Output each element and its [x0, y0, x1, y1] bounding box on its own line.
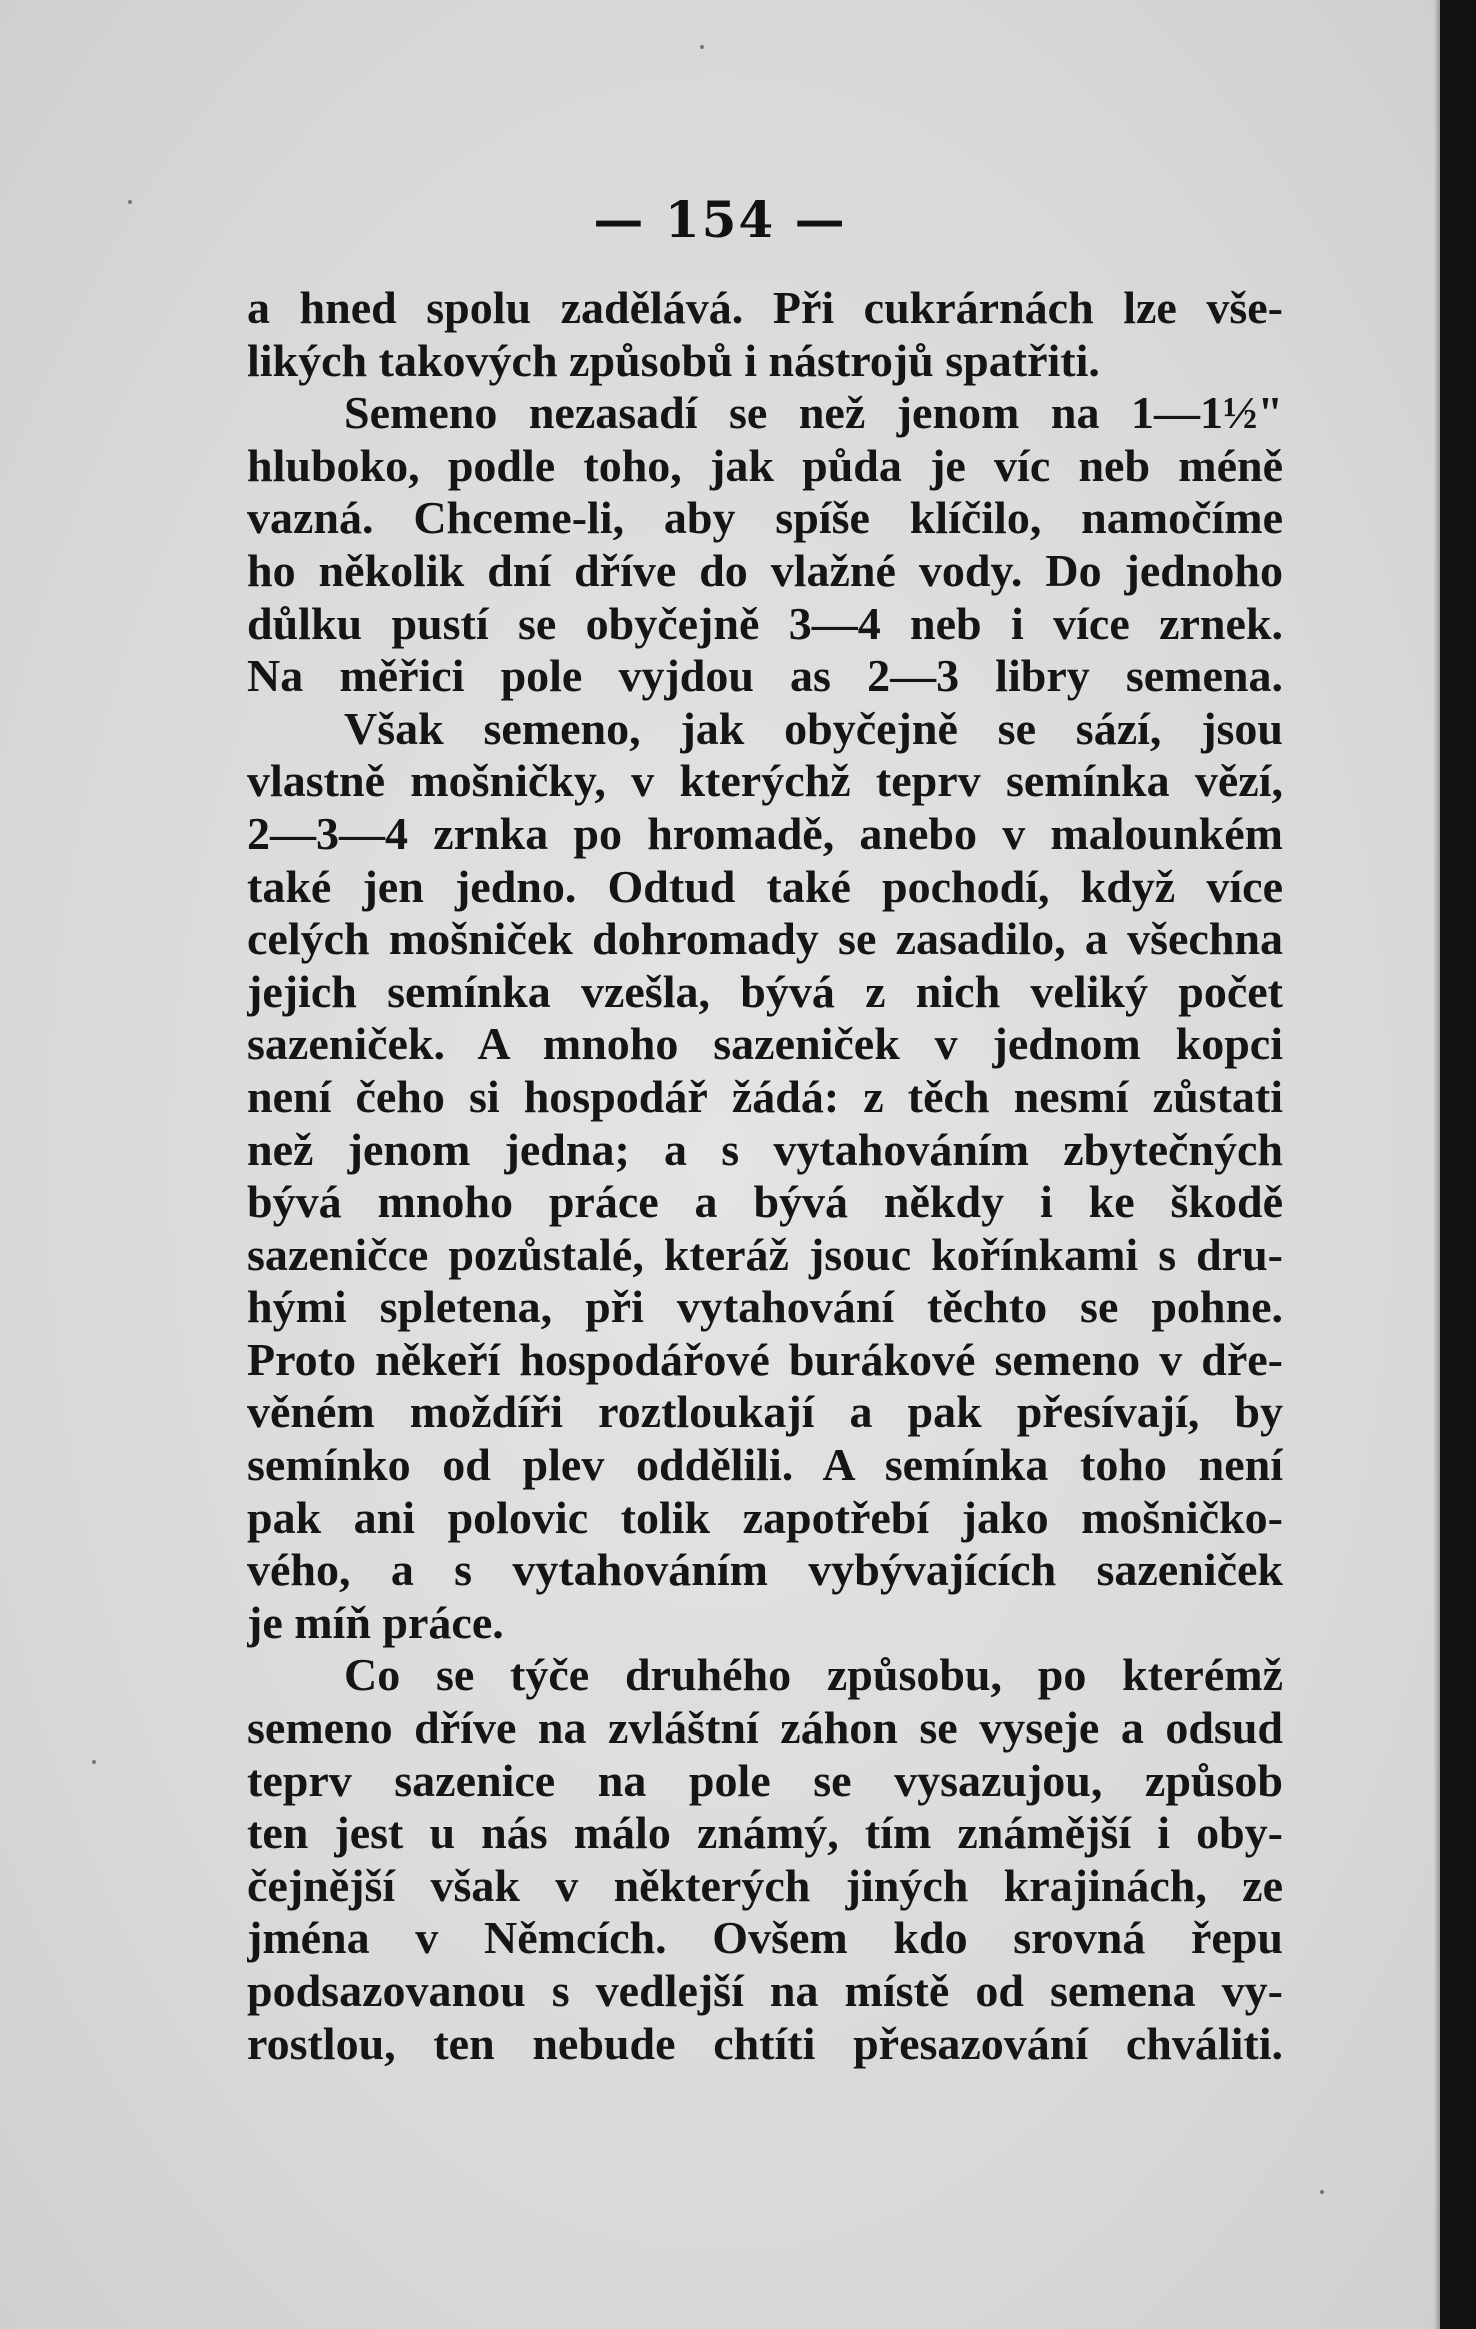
text-line: vlastně mošničky, v kterýchž teprv semínka vězí,	[247, 755, 1283, 807]
text-line: rostlou, ten nebude chtíti přesazování chváliti.	[247, 2017, 1283, 2069]
text-line: je míň práce.	[247, 1596, 504, 1648]
text-line: Však semeno, jak obyčejně se sází, jsou	[344, 702, 1283, 754]
page-number-header: — 154 —	[593, 190, 847, 249]
text-line: teprv sazenice na pole se vysazujou, způsob	[247, 1754, 1283, 1806]
text-line: a hned spolu zadělává. Při cukrárnách lze vše-	[247, 282, 1283, 333]
text-line: ho několik dní dříve do vlažné vody. Do jednoho	[247, 544, 1283, 596]
text-line: vého, a s vytahováním vybývajících sazeniček	[247, 1544, 1283, 1596]
text-line: Co se týče druhého způsobu, po kterémž	[344, 1649, 1283, 1701]
text-line: než jenom jedna; a s vytahováním zbytečných	[247, 1123, 1283, 1175]
scan-border	[1440, 0, 1476, 2329]
text-line: jména v Němcích. Ovšem kdo srovná řepu	[247, 1912, 1283, 1964]
text-line: jejich semínka vzešla, bývá z nich veliký počet	[247, 965, 1283, 1017]
paper-speck	[128, 200, 132, 204]
text-line: vazná. Chceme-li, aby spíše klíčilo, namočíme	[247, 492, 1283, 544]
text-line: také jen jedno. Odtud také pochodí, když více	[247, 860, 1283, 912]
text-line: ten jest u nás málo známý, tím známější i oby-	[247, 1807, 1283, 1859]
text-line: sazeniček. A mnoho sazeniček v jednom kopci	[247, 1018, 1283, 1070]
text-line: likých takových způsobů i nástrojů spatřiti.	[247, 334, 1100, 386]
text-line: Semeno nezasadí se než jenom na 1—1½"	[344, 387, 1283, 439]
paper-speck	[92, 1760, 96, 1764]
text-line: není čeho si hospodář žádá: z těch nesmí zůstati	[247, 1070, 1283, 1122]
text-line: 2—3—4 zrnka po hromadě, anebo v malounkém	[247, 807, 1283, 859]
text-line: sazeničce pozůstalé, kteráž jsouc kořínkami s dru-	[247, 1228, 1283, 1280]
text-line: pak ani polovic tolik zapotřebí jako mošničko-	[247, 1491, 1283, 1543]
text-line: semeno dříve na zvláštní záhon se vyseje a odsud	[247, 1702, 1283, 1754]
page-body-text	[247, 282, 1283, 2070]
text-line: čejnější však v některých jiných krajinách, ze	[247, 1859, 1283, 1911]
text-line: bývá mnoho práce a bývá někdy i ke škodě	[247, 1176, 1283, 1228]
text-line: důlku pustí se obyčejně 3—4 neb i více zrnek.	[247, 597, 1283, 649]
text-line: hluboko, podle toho, jak půda je víc neb méně	[247, 439, 1283, 491]
text-line: hými spletena, při vytahování těchto se pohne.	[247, 1281, 1283, 1333]
text-line: podsazovanou s vedlejší na místě od semena vy-	[247, 1965, 1283, 2016]
text-line: celých mošniček dohromady se zasadilo, a všechna	[247, 913, 1283, 965]
text-line: Proto někeří hospodářové burákové semeno v dře-	[247, 1333, 1283, 1385]
text-line: Na měřici pole vyjdou as 2—3 libry semena.	[247, 650, 1283, 702]
text-line: semínko od plev oddělili. A semínka toho není	[247, 1439, 1283, 1491]
paper-speck	[1320, 2190, 1324, 2194]
paper-speck	[700, 45, 704, 49]
text-line: věném moždíři roztloukají a pak přesívají, by	[247, 1386, 1283, 1438]
